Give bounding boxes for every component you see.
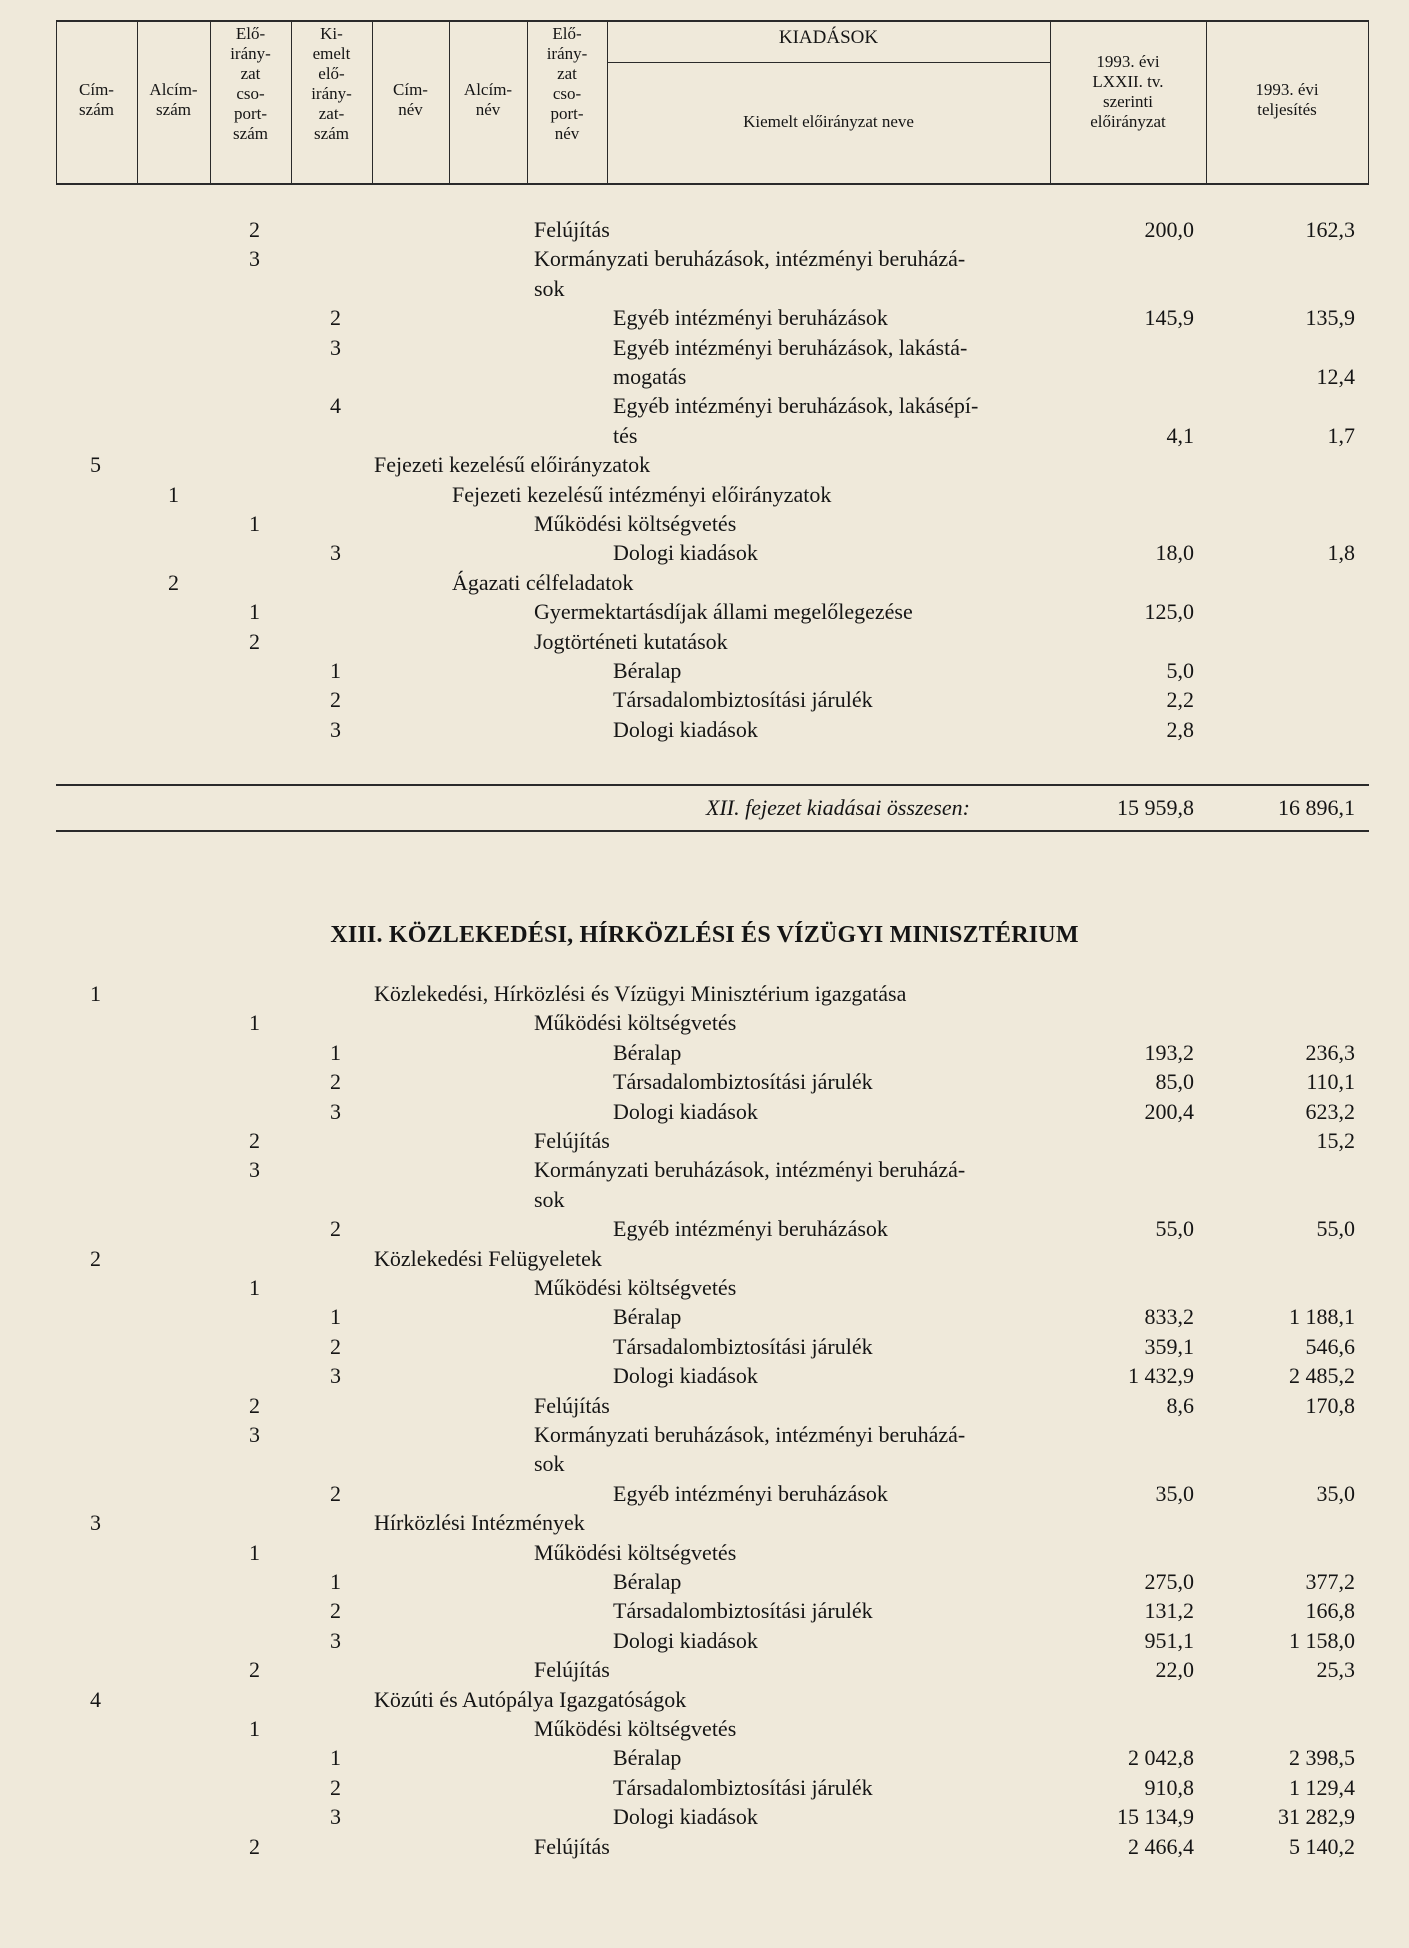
- row-label: Társadalombiztosítási járulék: [613, 1333, 873, 1359]
- row-code: 1: [330, 1745, 341, 1771]
- row-label: Felújítás: [534, 217, 610, 242]
- row-code: 2: [249, 1392, 260, 1418]
- row-label: Közlekedési, Hírközlési és Vízügyi Minisztérium igazgatása: [374, 981, 907, 1006]
- row-label-continuation: sok: [534, 1186, 565, 1212]
- row-label: Fejezeti kezelésű intézményi előirányzatok: [452, 481, 832, 507]
- row-code: 2: [330, 1774, 341, 1800]
- header-eloiranyzat-csoport-szam: Elő- irány- zat cso- port- szám: [230, 24, 271, 143]
- table-row: [0, 1039, 1409, 1069]
- row-plan-value: 910,8: [1144, 1774, 1194, 1800]
- header-kiadasok: KIADÁSOK: [778, 27, 879, 48]
- header-alcimnev: Alcím- név: [463, 80, 513, 119]
- table-row: [0, 1803, 1409, 1833]
- table-row: [0, 980, 1409, 1010]
- header-kiemelt-eloiranyzat-neve: Kiemelt előirányzat neve: [743, 112, 914, 131]
- row-code: 3: [330, 1627, 341, 1653]
- row-label: Közlekedési Felügyeletek: [374, 1245, 602, 1271]
- row-plan-value: 2,8: [1166, 716, 1194, 742]
- row-code: 5: [90, 452, 101, 478]
- row-label: Közúti és Autópálya Igazgatóságok: [374, 1686, 687, 1712]
- row-plan-value: 193,2: [1144, 1039, 1194, 1065]
- row-plan-value: 359,1: [1144, 1333, 1194, 1359]
- row-label: Működési költségvetés: [534, 1010, 737, 1036]
- table-row: [0, 539, 1409, 569]
- row-label: Egyéb intézményi beruházások: [613, 1480, 888, 1506]
- row-code: 3: [90, 1510, 101, 1536]
- header-1993-eloiranyzat: 1993. évi LXXII. tv. szerinti előirányzat: [1090, 52, 1166, 131]
- table-row: [0, 1303, 1409, 1333]
- row-label: Kormányzati beruházások, intézményi beruházá-: [534, 1422, 966, 1447]
- row-plan-value: 2,2: [1166, 687, 1194, 713]
- row-code: 3: [249, 246, 260, 272]
- header-alcimszam: Alcím- szám: [149, 80, 198, 119]
- row-label: Felújítás: [534, 1657, 610, 1683]
- row-code: 1: [168, 481, 179, 507]
- row-label: Társadalombiztosítási járulék: [613, 687, 873, 713]
- row-plan-value: 55,0: [1155, 1216, 1194, 1242]
- row-code: 1: [249, 511, 260, 536]
- table-row: [0, 716, 1409, 746]
- table-row: [0, 1156, 1409, 1212]
- row-actual-value: 25,3: [1316, 1657, 1355, 1683]
- row-actual-value: 35,0: [1316, 1480, 1355, 1506]
- table-row: [0, 1715, 1409, 1745]
- table-row: [0, 1539, 1409, 1569]
- table-row: [0, 1274, 1409, 1304]
- row-label: Béralap: [613, 658, 682, 683]
- row-code: 4: [330, 393, 341, 419]
- row-label: Dologi kiadások: [613, 1804, 758, 1830]
- table-row: [0, 1774, 1409, 1804]
- row-label: Egyéb intézményi beruházások: [613, 1216, 888, 1242]
- table-row: [0, 1744, 1409, 1774]
- header-eloiranyzat-csoport-nev: Elő- irány- zat cso- port- név: [546, 24, 588, 143]
- row-actual-value: 110,1: [1306, 1069, 1355, 1095]
- table-row: [0, 392, 1409, 448]
- table-row: [0, 1098, 1409, 1128]
- row-label: Ágazati célfeladatok: [452, 569, 634, 595]
- table-row: [0, 1421, 1409, 1477]
- row-plan-value: 1 432,9: [1128, 1363, 1194, 1389]
- row-plan-value: 85,0: [1155, 1069, 1194, 1095]
- row-actual-value: 135,9: [1305, 305, 1355, 331]
- row-label: Dologi kiadások: [613, 1363, 758, 1389]
- table-row: [0, 1127, 1409, 1157]
- table-row: [0, 216, 1409, 246]
- row-code: 1: [330, 658, 341, 683]
- row-plan-value: 951,1: [1144, 1627, 1194, 1653]
- row-code: 3: [330, 334, 341, 360]
- row-code: 2: [249, 217, 260, 242]
- row-plan-value: 5,0: [1166, 658, 1194, 683]
- row-code: 3: [249, 1157, 260, 1183]
- row-actual-value: 162,3: [1305, 217, 1355, 242]
- row-actual-value: 236,3: [1305, 1039, 1355, 1065]
- row-plan-value: 145,9: [1144, 305, 1194, 331]
- table-row: [0, 481, 1409, 511]
- row-label: Kormányzati beruházások, intézményi beruházá-: [534, 246, 966, 272]
- total-label: XII. fejezet kiadásai összesen:: [706, 795, 970, 820]
- row-label: Béralap: [613, 1039, 682, 1065]
- table-row: [0, 598, 1409, 628]
- row-code: 3: [249, 1422, 260, 1447]
- row-label: Működési költségvetés: [534, 1716, 737, 1741]
- row-actual-value: 1 188,1: [1289, 1304, 1355, 1330]
- total-rule-top: [56, 784, 1369, 786]
- row-label: Hírközlési Intézmények: [374, 1510, 585, 1536]
- row-actual-value: 166,8: [1305, 1598, 1355, 1624]
- header-cimszam: Cím- szám: [79, 80, 114, 119]
- row-actual-value: 1,8: [1327, 540, 1355, 566]
- row-code: 1: [249, 599, 260, 625]
- row-label: Egyéb intézményi beruházások: [613, 305, 888, 331]
- table-row: [0, 628, 1409, 658]
- row-actual-value: 2 485,2: [1289, 1363, 1355, 1389]
- row-code: 3: [330, 1804, 341, 1830]
- row-plan-value: 35,0: [1155, 1480, 1194, 1506]
- row-code: 2: [249, 628, 260, 654]
- row-label-continuation: sok: [534, 275, 565, 301]
- row-code: 2: [168, 569, 179, 595]
- row-label: Egyéb intézményi beruházások, lakástá-: [613, 334, 968, 360]
- row-code: 1: [90, 981, 101, 1006]
- row-code: 2: [249, 1128, 260, 1153]
- row-actual-value: 55,0: [1316, 1216, 1355, 1242]
- row-actual-value: 2 398,5: [1289, 1745, 1355, 1771]
- row-code: 2: [330, 1598, 341, 1624]
- row-plan-value: 833,2: [1144, 1304, 1194, 1330]
- table-row: [0, 1686, 1409, 1716]
- row-code: 1: [249, 1716, 260, 1741]
- row-code: 1: [330, 1569, 341, 1594]
- row-code: 2: [249, 1833, 260, 1859]
- row-code: 1: [330, 1039, 341, 1065]
- row-label: Működési költségvetés: [534, 511, 737, 536]
- row-code: 2: [330, 687, 341, 713]
- row-code: 2: [330, 1069, 341, 1095]
- header-cimnev: Cím- név: [393, 80, 428, 119]
- section-title: XIII. KÖZLEKEDÉSI, HÍRKÖZLÉSI ÉS VÍZÜGYI MINISZTÉRIUM: [330, 922, 1079, 948]
- table-row: [0, 1509, 1409, 1539]
- table-row: [0, 451, 1409, 481]
- row-label: Társadalombiztosítási járulék: [613, 1069, 873, 1095]
- row-label: Kormányzati beruházások, intézményi beruházá-: [534, 1157, 966, 1183]
- table-row: [0, 1333, 1409, 1363]
- row-plan-value: 200,0: [1144, 217, 1194, 242]
- table-row: [0, 334, 1409, 389]
- row-code: 2: [330, 305, 341, 331]
- table-row: [0, 1597, 1409, 1627]
- row-code: 4: [90, 1686, 101, 1712]
- header-1993-teljesites: 1993. évi teljesítés: [1255, 80, 1319, 119]
- row-code: 2: [330, 1216, 341, 1242]
- row-label: Működési költségvetés: [534, 1275, 737, 1300]
- table-row: [0, 657, 1409, 687]
- row-label: Felújítás: [534, 1392, 610, 1418]
- row-plan-value: 2 466,4: [1128, 1833, 1194, 1859]
- table-row: [0, 569, 1409, 599]
- row-label: Dologi kiadások: [613, 1098, 758, 1124]
- row-code: 3: [330, 540, 341, 566]
- total-row: [0, 794, 1409, 824]
- row-code: 3: [330, 1363, 341, 1389]
- row-label-continuation: mogatás: [613, 363, 687, 389]
- row-label: Egyéb intézményi beruházások, lakásépí-: [613, 393, 979, 419]
- row-code: 2: [90, 1245, 101, 1271]
- row-label: Gyermektartásdíjak állami megelőlegezése: [534, 599, 913, 625]
- total-plan: 15 959,8: [1117, 795, 1194, 820]
- table-row: [0, 1009, 1409, 1039]
- row-code: 1: [249, 1275, 260, 1300]
- row-actual-value: 623,2: [1305, 1098, 1355, 1124]
- row-plan-value: 131,2: [1144, 1598, 1194, 1624]
- row-plan-value: 18,0: [1155, 540, 1194, 566]
- row-plan-value: 2 042,8: [1128, 1745, 1194, 1771]
- row-plan-value: 22,0: [1155, 1657, 1194, 1683]
- row-code: 3: [330, 1098, 341, 1124]
- row-plan-value: 125,0: [1144, 599, 1194, 625]
- row-label-continuation: tés: [613, 422, 638, 448]
- table-row: [0, 1245, 1409, 1275]
- row-actual-value: 12,4: [1316, 363, 1355, 389]
- row-plan-value: 4,1: [1166, 422, 1194, 448]
- table-row: [0, 1833, 1409, 1863]
- table-row: [0, 304, 1409, 334]
- total-rule-bottom: [56, 830, 1369, 832]
- row-label: Felújítás: [534, 1128, 610, 1153]
- table-row: [0, 1627, 1409, 1657]
- row-label: Dologi kiadások: [613, 716, 758, 742]
- row-actual-value: 31 282,9: [1278, 1804, 1355, 1830]
- row-actual-value: 170,8: [1305, 1392, 1355, 1418]
- row-actual-value: 377,2: [1305, 1569, 1355, 1594]
- row-label: Jogtörténeti kutatások: [534, 628, 728, 654]
- row-actual-value: 5 140,2: [1289, 1833, 1355, 1859]
- table-row: [0, 1215, 1409, 1245]
- row-label: Fejezeti kezelésű előirányzatok: [374, 452, 651, 478]
- total-actual: 16 896,1: [1278, 795, 1355, 820]
- row-label: Társadalombiztosítási járulék: [613, 1598, 873, 1624]
- table-row: [0, 1568, 1409, 1598]
- row-label: Béralap: [613, 1569, 682, 1594]
- row-label: Működési költségvetés: [534, 1539, 737, 1565]
- table-row: [0, 510, 1409, 540]
- row-plan-value: 275,0: [1144, 1569, 1194, 1594]
- table-row: [0, 1392, 1409, 1422]
- row-code: 1: [249, 1539, 260, 1565]
- header-kiemelt-eloiranyzat-szam: Ki- emelt elő- irány- zat- szám: [311, 24, 352, 143]
- table-row: [0, 1362, 1409, 1392]
- row-label: Társadalombiztosítási járulék: [613, 1774, 873, 1800]
- row-code: 3: [330, 716, 341, 742]
- table-row: [0, 1480, 1409, 1510]
- row-code: 1: [330, 1304, 341, 1330]
- table-row: [0, 1656, 1409, 1686]
- row-actual-value: 1 129,4: [1289, 1774, 1355, 1800]
- row-label: Felújítás: [534, 1833, 610, 1859]
- row-plan-value: 8,6: [1166, 1392, 1194, 1418]
- row-label: Dologi kiadások: [613, 540, 758, 566]
- row-label: Béralap: [613, 1745, 682, 1771]
- row-actual-value: 546,6: [1305, 1333, 1355, 1359]
- row-code: 2: [249, 1657, 260, 1683]
- row-code: 2: [330, 1333, 341, 1359]
- row-label: Béralap: [613, 1304, 682, 1330]
- row-code: 2: [330, 1480, 341, 1506]
- row-actual-value: 1 158,0: [1289, 1627, 1355, 1653]
- row-plan-value: 200,4: [1144, 1098, 1194, 1124]
- row-plan-value: 15 134,9: [1117, 1804, 1194, 1830]
- row-actual-value: 15,2: [1316, 1128, 1355, 1153]
- row-code: 1: [249, 1010, 260, 1036]
- table-row: [0, 1068, 1409, 1098]
- row-actual-value: 1,7: [1327, 422, 1355, 448]
- table-row: [0, 245, 1409, 301]
- row-label: Dologi kiadások: [613, 1627, 758, 1653]
- table-row: [0, 686, 1409, 716]
- row-label-continuation: sok: [534, 1451, 565, 1477]
